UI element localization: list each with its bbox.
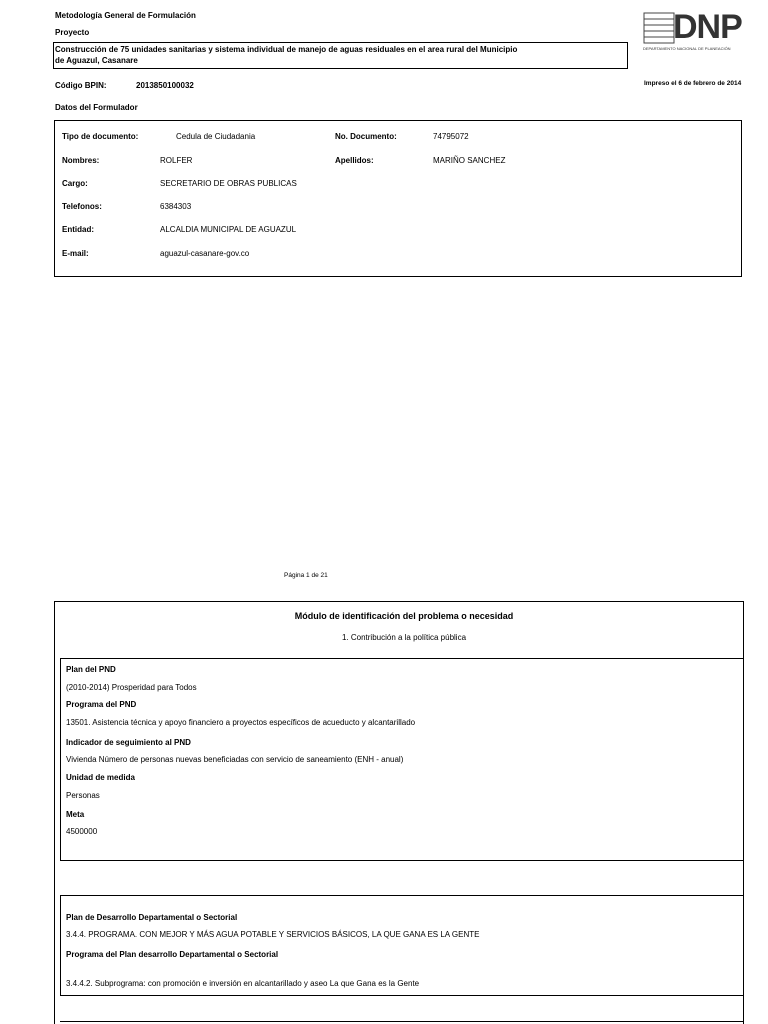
email-label: E-mail:: [62, 249, 89, 258]
dept-plan-value: 3.4.4. PROGRAMA. CON MEJOR Y MÁS AGUA POTABLE Y SERVICIOS BÁSICOS, LA QUE GANA ES LA GENTE: [66, 930, 480, 939]
nombres-value: ROLFER: [160, 156, 193, 165]
pnd-indicador-value: Vivienda Número de personas nuevas beneficiadas con servicio de saneamiento (ENH - anual): [66, 755, 404, 764]
bpin-label: Código BPIN:: [55, 81, 107, 90]
next-box-top: [60, 1021, 744, 1022]
tipo-doc-label: Tipo de documento:: [62, 132, 139, 141]
dept-programa-label: Programa del Plan desarrollo Departamental o Sectorial: [66, 950, 279, 959]
proyecto-title-line2: de Aguazul, Casanare: [55, 56, 138, 65]
module-subtitle: 1. Contribución a la política pública: [341, 633, 467, 642]
proyecto-title-line1: Construcción de 75 unidades sanitarias y sistema individual de manejo de aguas residuales en el area rural del Municipio: [55, 45, 518, 54]
dnp-logo-caption: DEPARTAMENTO NACIONAL DE PLANEACIÓN: [643, 46, 731, 51]
methodology-title: Metodología General de Formulación: [55, 11, 196, 20]
telefonos-value: 6384303: [160, 202, 192, 211]
module-top-border: [54, 601, 744, 602]
entidad-value: ALCALDIA MUNICIPAL DE AGUAZUL: [160, 225, 297, 234]
telefonos-label: Telefonos:: [62, 202, 102, 211]
pnd-plan-value: (2010-2014) Prosperidad para Todos: [66, 683, 197, 692]
dept-programa-value: 3.4.4.2. Subprograma: con promoción e inversión en alcantarillado y aseo La que Gana es la Gente: [66, 979, 420, 988]
dept-box-bottom: [60, 995, 744, 996]
nombres-label: Nombres:: [62, 156, 100, 165]
cargo-label: Cargo:: [62, 179, 88, 188]
bpin-value: 2013850100032: [136, 81, 194, 90]
cargo-value: SECRETARIO DE OBRAS PUBLICAS: [160, 179, 297, 188]
pnd-box-top: [60, 658, 744, 659]
no-doc-value: 74795072: [433, 132, 469, 141]
printed-date: Impreso el 6 de febrero de 2014: [644, 80, 742, 87]
module-title: Módulo de identificación del problema o necesidad: [294, 611, 514, 621]
pnd-unidad-value: Personas: [66, 791, 100, 800]
no-doc-label: No. Documento:: [335, 132, 397, 141]
datos-formulador-heading: Datos del Formulador: [55, 103, 138, 112]
tipo-doc-value: Cedula de Ciudadania: [176, 132, 256, 141]
page-number: Página 1 de 21: [284, 572, 328, 579]
proyecto-title-box: [53, 42, 628, 69]
pnd-box-left: [60, 658, 61, 860]
pnd-indicador-label: Indicador de seguimiento al PND: [66, 738, 191, 747]
dnp-logo: [643, 8, 743, 57]
formulador-box: [54, 120, 742, 277]
pnd-programa-value: 13501. Asistencia técnica y apoyo financiero a proyectos específicos de acueducto y alcantarillado: [66, 718, 416, 727]
module-right-border: [743, 601, 744, 1024]
pnd-meta-value: 4500000: [66, 827, 98, 836]
dnp-logo-text: DNP: [673, 8, 742, 46]
pnd-meta-label: Meta: [66, 810, 85, 819]
pnd-box-bottom: [60, 860, 744, 861]
pnd-unidad-label: Unidad de medida: [66, 773, 135, 782]
email-value: aguazul-casanare-gov.co: [160, 249, 250, 258]
module-left-border: [54, 601, 55, 1024]
pnd-programa-label: Programa del PND: [66, 700, 137, 709]
apellidos-label: Apellidos:: [335, 156, 374, 165]
apellidos-value: MARIÑO SANCHEZ: [433, 156, 506, 165]
pnd-plan-label: Plan del PND: [66, 665, 116, 674]
dept-plan-label: Plan de Desarrollo Departamental o Sectorial: [66, 913, 238, 922]
dept-box-left: [60, 895, 61, 995]
proyecto-label: Proyecto: [55, 28, 90, 37]
entidad-label: Entidad:: [62, 225, 94, 234]
dept-box-top: [60, 895, 744, 896]
